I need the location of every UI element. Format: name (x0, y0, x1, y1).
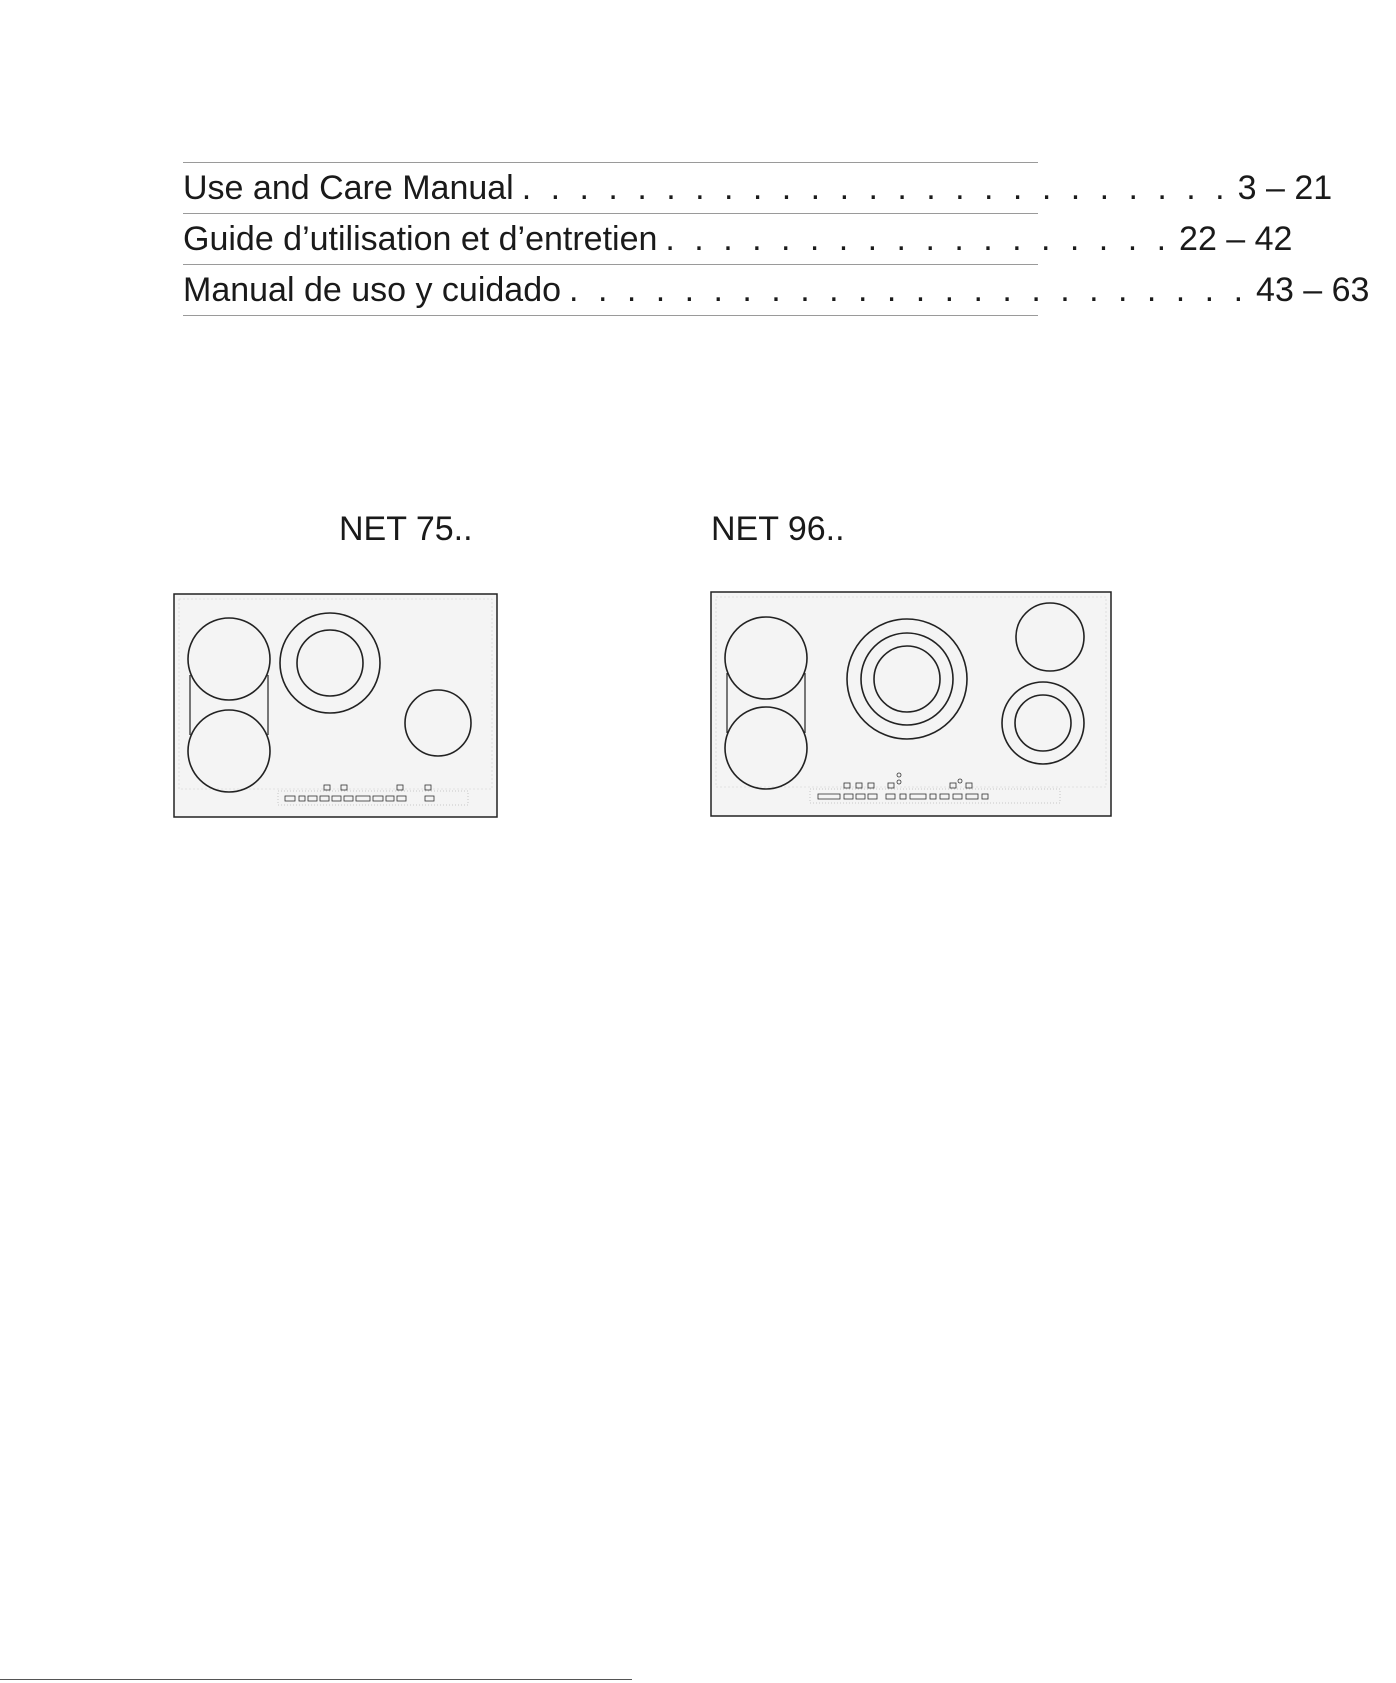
toc-leader-dots: . . . . . . . . . . . . . . . . . . . . . . . . . (521, 169, 1230, 207)
page-bottom-rule (0, 1679, 632, 1680)
toc-page-range: 3 – 21 (1237, 169, 1333, 207)
toc-page-range: 43 – 63 (1256, 271, 1370, 309)
model-label-net96: NET 96.. (711, 510, 845, 548)
cooktop-illustration-net96 (710, 591, 1112, 817)
model-label-net75: NET 75.. (339, 510, 473, 548)
toc-title: Use and Care Manual (183, 169, 514, 207)
cooktop-net96-drawing (710, 591, 1112, 817)
toc-leader-dots: . . . . . . . . . . . . . . . . . . . . . . . . (569, 271, 1249, 309)
toc-leader-dots: . . . . . . . . . . . . . . . . . . (665, 220, 1172, 258)
language-index (183, 162, 1370, 316)
toc-entry-spanish[interactable] (183, 265, 1370, 316)
cooktop-net75-drawing (173, 593, 498, 818)
glass-surface (711, 592, 1111, 816)
glass-surface (174, 594, 497, 817)
toc-entry-french[interactable] (183, 214, 1293, 265)
toc-page-range: 22 – 42 (1179, 220, 1293, 258)
toc-title: Guide d’utilisation et d’entretien (183, 220, 658, 258)
toc-entry-english[interactable] (183, 163, 1333, 214)
toc-title: Manual de uso y cuidado (183, 271, 562, 309)
cooktop-illustration-net75 (173, 593, 498, 818)
